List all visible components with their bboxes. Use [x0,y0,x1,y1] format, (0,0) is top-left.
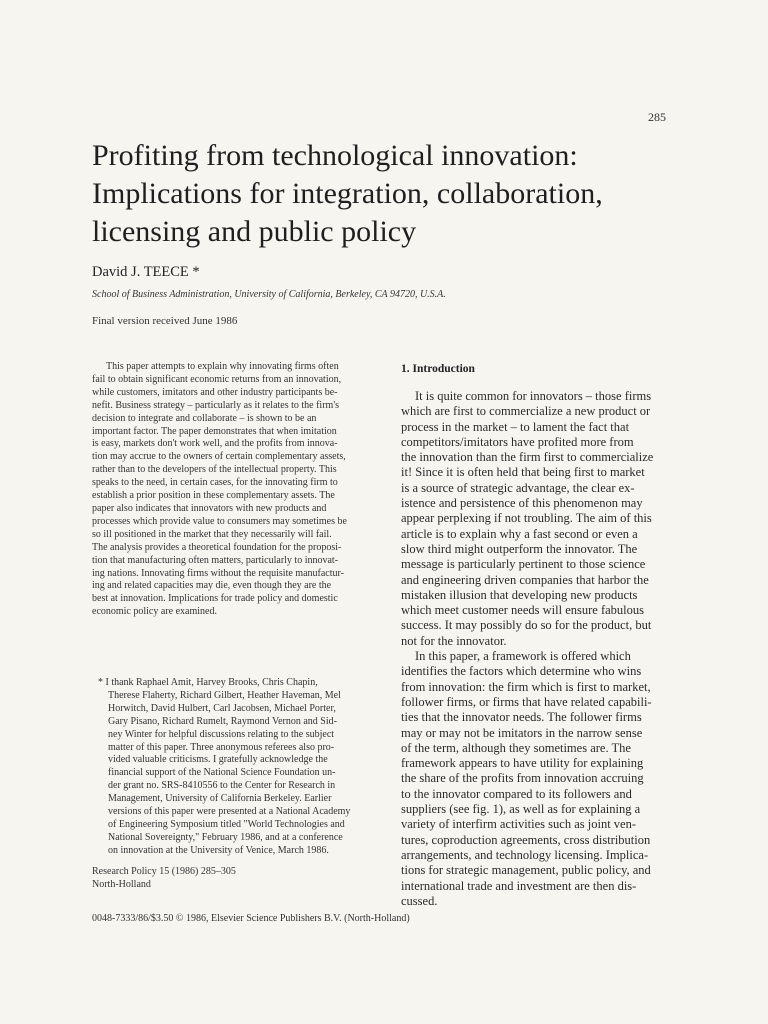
body-line: which are first to commercialize a new product or [401,404,651,419]
body-line: success. It may possibly do so for the product, but [401,618,652,633]
body-line: message is particularly pertinent to those science [401,557,646,572]
body-line: mistaken illusion that developing new products [401,587,638,602]
body-line: framework appears to have utility for explaining [401,756,644,771]
journal-reference [92,866,236,891]
body-line: tures, coproduction agreements, cross distribution [401,832,651,847]
body-line: international trade and investment are then dis- [401,878,637,893]
title-line: Implications for integration, collaboration, [92,177,603,210]
footnote-line: Gary Pisano, Richard Rumelt, Raymond Vernon and Sid- [108,715,337,727]
body-line: tions for strategic management, public policy, and [401,863,651,878]
abstract-line: This paper attempts to explain why innovating firms often [106,361,339,372]
footnote-line: versions of this paper were presented at a National Academy [108,806,351,818]
abstract-line: The analysis provides a theoretical foundation for the proposi- [92,541,342,553]
footnote-line: of Engineering Symposium titled "World Technologies and [108,818,345,830]
acknowledgement-footnote [98,677,378,858]
abstract-line: paper also indicates that innovators with new products and [92,502,327,514]
footnote-line: Management, University of California Berkeley. Earlier [108,793,332,805]
abstract-line: speaks to the need, in certain cases, for the innovating firm to [92,477,338,489]
body-line: slow third might outperform the innovator. The [401,541,638,556]
body-line: suppliers (see fig. 1), as well as for explaining a [401,802,641,817]
body-line: not for the innovator. [401,633,507,648]
body-line: identifies the factors which determine who wins [401,664,642,679]
abstract-line: best at innovation. Implications for trade policy and domestic [92,593,338,605]
footnote-line: Horwitch, David Hulbert, Carl Jacobsen, Michael Porter, [108,702,336,714]
body-line: competitors/imitators have profited more from [401,434,634,449]
journal-reference-line: North-Holland [92,878,151,890]
page-number: 285 [648,110,666,124]
body-line: the innovation than the firm first to commercialize [401,450,654,465]
abstract-line: important factor. The paper demonstrates that when imitation [92,425,337,437]
body-line: process in the market – to lament the fact that [401,419,630,434]
body-line: cussed. [401,893,438,908]
abstract-line: establish a prior position in these complementary assets. The [92,490,335,502]
body-line: arrangements, and technology licensing. Implica- [401,847,649,862]
title-line: Profiting from technological innovation: [92,139,578,172]
abstract-line: economic policy are examined. [92,606,217,618]
section-heading: 1. Introduction [401,363,475,375]
author-name: David J. TEECE * [92,264,200,280]
body-line: which meet customer needs will ensure fabulous [401,603,644,618]
abstract-line: tion may accrue to the owners of certain complementary assets, [92,451,346,463]
body-line: from innovation: the firm which is first to market, [401,679,651,694]
title-line: licensing and public policy [92,215,417,248]
footnote-line: on innovation at the University of Venice, March 1986. [108,844,329,856]
abstract-line: is easy, markets don't work well, and the profits from innova- [92,438,338,450]
abstract-line: nefit. Business strategy – particularly as it relates to the firm's [92,399,340,411]
abstract-line: so ill positioned in the market that they necessarily will fail. [92,528,332,540]
abstract-line: ing and related capacities may die, even though they are the [92,580,332,592]
footnote-line: der grant no. SRS-8410556 to the Center for Research in [108,780,336,792]
body-line: It is quite common for innovators – those firms [415,389,652,403]
body-line: of the term, although they sometimes are. The [401,740,631,755]
body-line: may or may not be imitators in the narrow sense [401,725,643,740]
footnote-line: vided valuable criticisms. I gratefully acknowledge the [108,754,328,766]
footnote-line: financial support of the National Science Foundation un- [108,767,336,779]
abstract-line: decision to integrate and collaborate – is shown to be an [92,412,317,424]
body-line: variety of interfirm activities such as joint ven- [401,817,636,832]
introduction-body [401,389,681,909]
abstract-line: tion that manufacturing often matters, particularly to innovat- [92,554,339,566]
abstract-line: ing nations. Innovating firms without the requisite manufactur- [92,567,344,579]
author-affiliation: School of Business Administration, University of California, Berkeley, CA 94720, U.S.A. [92,289,446,300]
journal-reference-line: Research Policy 15 (1986) 285–305 [92,866,236,877]
footnote-line: Therese Flaherty, Richard Gilbert, Heather Haveman, Mel [108,689,341,701]
body-line: istence and persistence of this phenomenon may [401,496,643,511]
body-line: and engineering driven companies that harbor the [401,572,649,587]
body-line: article is to explain why a fast second or even a [401,526,638,541]
body-line: is a source of strategic advantage, the clear ex- [401,480,635,495]
body-line: to the innovator compared to its followers and [401,786,632,801]
body-line: appear perplexing if not troubling. The aim of this [401,511,652,526]
footnote-line: National Sovereignty," February 1986, and at a conference [108,831,343,843]
abstract-line: fail to obtain significant economic returns from an innovation, [92,373,342,385]
copyright-line: 0048-7333/86/$3.50 © 1986, Elsevier Science Publishers B.V. (North-Holland) [92,913,410,924]
footnote-line: matter of this paper. Three anonymous referees also pro- [108,741,335,753]
body-line: In this paper, a framework is offered which [415,649,631,664]
abstract [92,361,372,619]
body-line: follower firms, or firms that have related capabili- [401,694,652,709]
abstract-line: rather than to the developers of the intellectual property. This [92,464,337,476]
body-line: it! Since it is often held that being first to market [401,465,645,480]
paper-title [92,137,732,251]
body-line: ties that the innovator needs. The follower firms [401,710,642,725]
body-line: the share of the profits from innovation accruing [401,771,644,786]
footnote-line: * I thank Raphael Amit, Harvey Brooks, Chris Chapin, [98,677,318,688]
abstract-line: processes which provide value to consumers may sometimes be [92,515,347,527]
footnote-line: ney Winter for helpful discussions relating to the subject [108,728,335,740]
received-date: Final version received June 1986 [92,315,238,327]
abstract-line: while customers, imitators and other industry participants be- [92,386,338,398]
